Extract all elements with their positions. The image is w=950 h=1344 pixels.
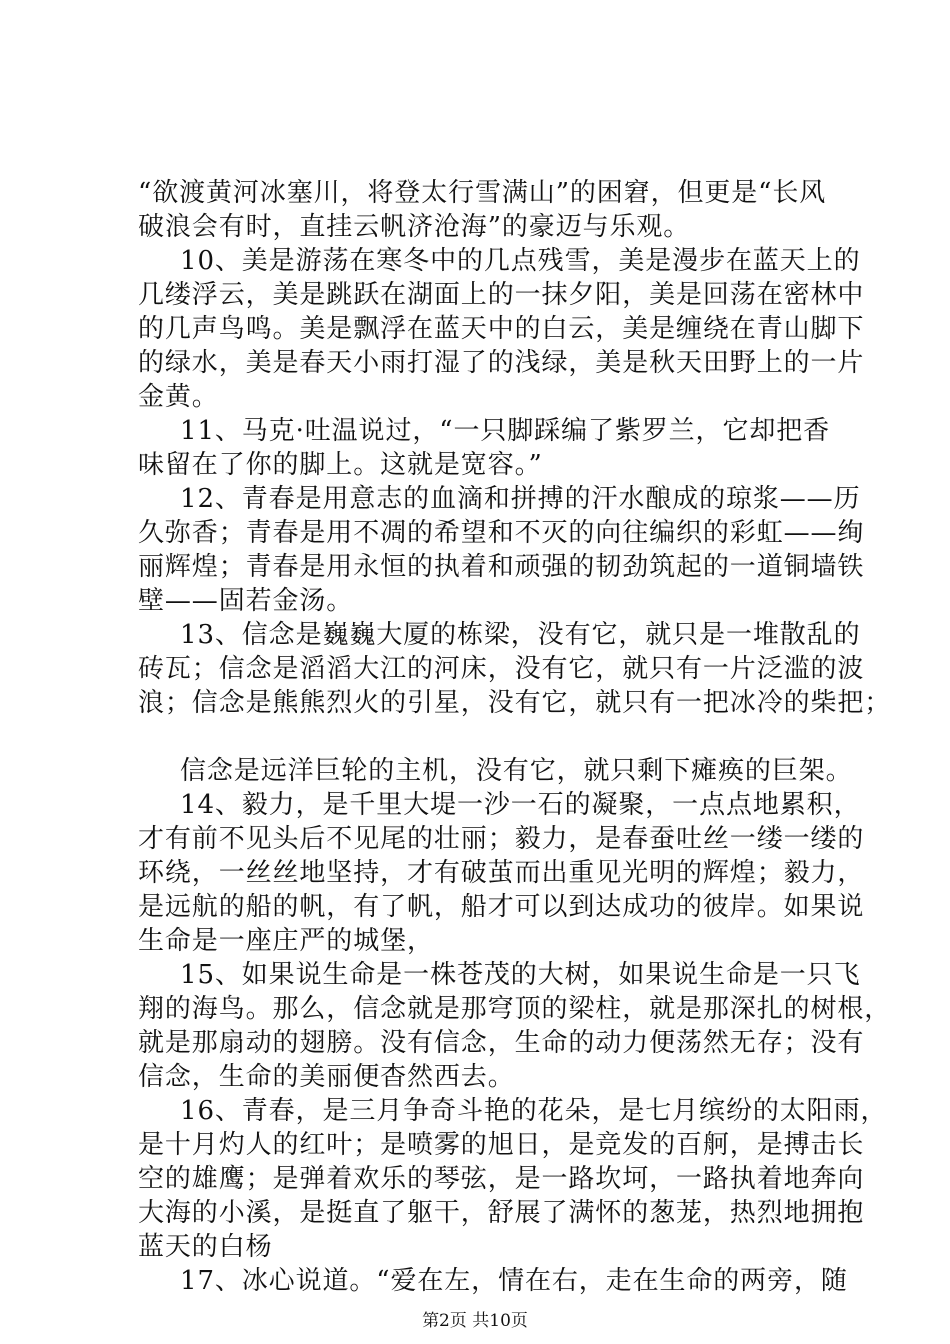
- text-line: 是远航的船的帆，有了帆，船才可以到达成功的彼岸。如果说: [138, 892, 865, 922]
- text-line: 生命是一座庄严的城堡，: [138, 926, 434, 956]
- text-line: 金黄。: [138, 382, 219, 412]
- paragraph-start-line: 15、如果说生命是一株苍茂的大树，如果说生命是一只飞: [180, 960, 861, 990]
- text-line: 才有前不见头后不见尾的壮丽；毅力，是春蚕吐丝一缕一缕的: [138, 824, 865, 854]
- text-line: 几缕浮云，美是跳跃在湖面上的一抹夕阳，美是回荡在密林中: [138, 280, 865, 310]
- text-line: 空的雄鹰；是弹着欢乐的琴弦，是一路坎坷，一路执着地奔向: [138, 1164, 865, 1194]
- text-line: 大海的小溪，是挺直了躯干，舒展了满怀的葱茏，热烈地拥抱: [138, 1198, 865, 1228]
- text-line: 壁——固若金汤。: [138, 586, 354, 616]
- text-line: 环绕，一丝丝地坚持，才有破茧而出重见光明的辉煌；毅力，: [138, 858, 865, 888]
- text-line: 是十月灼人的红叶；是喷雾的旭日，是竞发的百舸，是搏击长: [138, 1130, 865, 1160]
- text-line: 信念，生命的美丽便杳然西去。: [138, 1062, 515, 1092]
- paragraph-start-line: 11、马克·吐温说过，“一只脚踩编了紫罗兰，它却把香: [180, 416, 831, 446]
- text-line: “欲渡黄河冰塞川，将登太行雪满山”的困窘，但更是“长风: [138, 178, 827, 208]
- text-line: 久弥香；青春是用不凋的希望和不灭的向往编织的彩虹——绚: [138, 518, 865, 548]
- paragraph-start-line: 14、毅力，是千里大堤一沙一石的凝聚，一点点地累积，: [180, 790, 861, 820]
- text-line: 丽辉煌；青春是用永恒的执着和顽强的韧劲筑起的一道铜墙铁: [138, 552, 865, 582]
- text-line: 破浪会有时，直挂云帆济沧海”的豪迈与乐观。: [138, 212, 691, 242]
- text-line: 蓝天的白杨: [138, 1232, 273, 1262]
- paragraph-start-line: 10、美是游荡在寒冬中的几点残雪，美是漫步在蓝天上的: [180, 246, 861, 276]
- text-line: 翔的海鸟。那么，信念就是那穹顶的梁柱，就是那深扎的树根，: [138, 994, 892, 1024]
- text-line: 信念是远洋巨轮的主机，没有它，就只剩下瘫痪的巨架。: [180, 756, 853, 786]
- paragraph-start-line: 12、青春是用意志的血滴和拼搏的汗水酿成的琼浆——历: [180, 484, 861, 514]
- text-line: 味留在了你的脚上。这就是宽容。”: [138, 450, 543, 480]
- paragraph-start-line: 13、信念是巍巍大厦的栋梁，没有它，就只是一堆散乱的: [180, 620, 861, 650]
- paragraph-start-line: 17、冰心说道。“爱在左，情在右，走在生命的两旁，随: [180, 1266, 848, 1296]
- text-line: 的几声鸟鸣。美是飘浮在蓝天中的白云，美是缠绕在青山脚下: [138, 314, 865, 344]
- text-line: 的绿水，美是春天小雨打湿了的浅绿，美是秋天田野上的一片: [138, 348, 865, 378]
- text-line: 砖瓦；信念是滔滔大江的河床，没有它，就只有一片泛滥的波: [138, 654, 865, 684]
- text-line: 就是那扇动的翅膀。没有信念，生命的动力便荡然无存；没有: [138, 1028, 865, 1058]
- paragraph-start-line: 16、青春，是三月争奇斗艳的花朵，是七月缤纷的太阳雨，: [180, 1096, 888, 1126]
- page-number-footer: 第2页 共10页: [422, 1311, 528, 1331]
- text-line: 浪；信念是熊熊烈火的引星，没有它，就只有一把冰冷的柴把；: [138, 688, 892, 718]
